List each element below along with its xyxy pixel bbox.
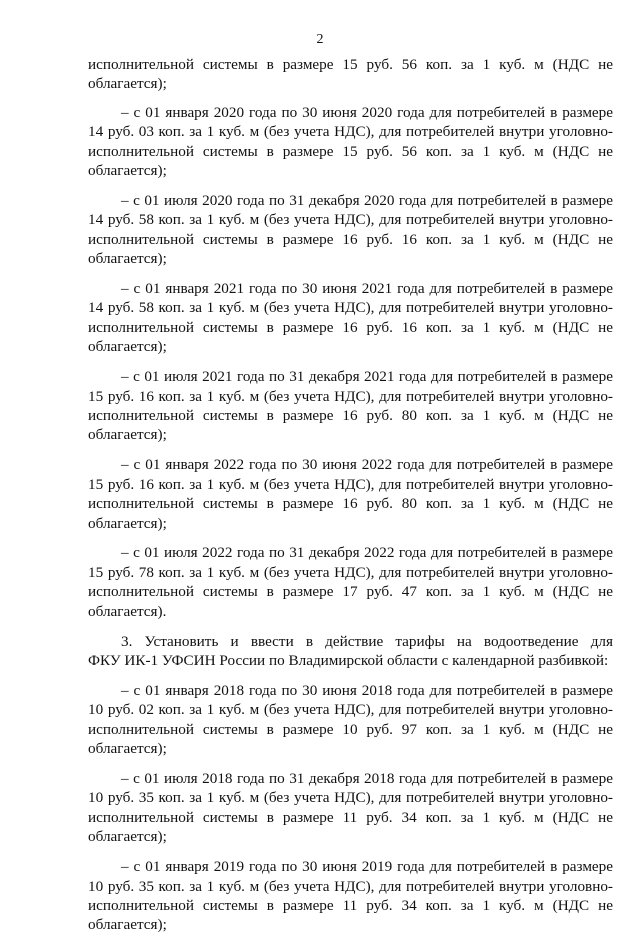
text-line: – с 01 января 2021 года по 30 июня 2021 года для потребителей в размере: [121, 280, 613, 298]
paragraph: [88, 632, 613, 671]
text-line: 10 руб. 35 коп. за 1 куб. м (без учета НДС), для потребителей внутри уголовно-: [88, 877, 613, 895]
text-line: 15 руб. 16 коп. за 1 куб. м (без учета НДС), для потребителей внутри уголовно-: [88, 387, 613, 405]
text-line: – с 01 июля 2022 года по 31 декабря 2022 года для потребителей в размере: [121, 544, 613, 562]
text-line: – с 01 июля 2020 года по 31 декабря 2020 года для потребителей в размере: [121, 191, 613, 209]
text-line: – с 01 января 2020 года по 30 июня 2020 года для потребителей в размере: [121, 103, 613, 121]
text-line: 14 руб. 03 коп. за 1 куб. м (без учета НДС), для потребителей внутри уголовно-: [88, 123, 613, 141]
text-line: исполнительной системы в размере 11 руб. 34 коп. за 1 куб. м (НДС не: [88, 808, 613, 826]
text-line: исполнительной системы в размере 15 руб. 56 коп. за 1 куб. м (НДС не: [88, 142, 613, 160]
text-line: облагается);: [88, 916, 167, 934]
paragraph: [88, 681, 613, 759]
page-number: 2: [316, 32, 324, 47]
text-line: облагается).: [88, 602, 167, 620]
text-line: исполнительной системы в размере 16 руб. 80 коп. за 1 куб. м (НДС не: [88, 495, 613, 513]
text-line: – с 01 января 2019 года по 30 июня 2019 года для потребителей в размере: [121, 858, 613, 876]
text-line: исполнительной системы в размере 17 руб. 47 коп. за 1 куб. м (НДС не: [88, 583, 613, 601]
text-line: – с 01 января 2022 года по 30 июня 2022 года для потребителей в размере: [121, 456, 613, 474]
text-line: 15 руб. 78 коп. за 1 куб. м (без учета НДС), для потребителей внутри уголовно-: [88, 563, 613, 581]
paragraph: [88, 543, 613, 621]
text-line: исполнительной системы в размере 16 руб. 16 коп. за 1 куб. м (НДС не: [88, 318, 613, 336]
text-line: облагается);: [88, 338, 167, 356]
text-line: ФКУ ИК-1 УФСИН России по Владимирской области с календарной разбивкой:: [88, 651, 609, 669]
document-body: [88, 55, 613, 945]
text-line: облагается);: [88, 250, 167, 268]
text-line: облагается);: [88, 514, 167, 532]
text-line: исполнительной системы в размере 11 руб. 34 коп. за 1 куб. м (НДС не: [88, 896, 613, 914]
text-line: – с 01 июля 2021 года по 31 декабря 2021 года для потребителей в размере: [121, 368, 613, 386]
text-line: 14 руб. 58 коп. за 1 куб. м (без учета НДС), для потребителей внутри уголовно-: [88, 299, 613, 317]
paragraph: [88, 455, 613, 533]
text-line: исполнительной системы в размере 16 руб. 16 коп. за 1 куб. м (НДС не: [88, 230, 613, 248]
text-line: облагается);: [88, 162, 167, 180]
text-line: 15 руб. 16 коп. за 1 куб. м (без учета НДС), для потребителей внутри уголовно-: [88, 475, 613, 493]
text-line: исполнительной системы в размере 16 руб. 80 коп. за 1 куб. м (НДС не: [88, 407, 613, 424]
text-line: облагается);: [88, 75, 167, 93]
paragraph: [88, 103, 613, 181]
text-line: исполнительной системы в размере 15 руб. 56 коп. за 1 куб. м (НДС не: [88, 56, 613, 73]
text-line: 3. Установить и ввести в действие тарифы на водоотведение для: [121, 632, 613, 650]
text-line: – с 01 января 2018 года по 30 июня 2018 года для потребителей в размере: [121, 681, 613, 699]
text-line: облагается);: [88, 828, 167, 846]
text-line: облагается);: [88, 426, 167, 444]
paragraph: [88, 279, 613, 357]
text-line: 14 руб. 58 коп. за 1 куб. м (без учета НДС), для потребителей внутри уголовно-: [88, 211, 613, 229]
text-line: – с 01 июля 2018 года по 31 декабря 2018 года для потребителей в размере: [121, 770, 613, 787]
paragraph: [88, 191, 613, 269]
paragraph: [88, 367, 613, 445]
text-line: облагается);: [88, 740, 167, 758]
paragraph: [88, 857, 613, 935]
paragraph: [88, 55, 613, 94]
text-line: 10 руб. 35 коп. за 1 куб. м (без учета НДС), для потребителей внутри уголовно-: [88, 789, 613, 807]
text-line: исполнительной системы в размере 10 руб. 97 коп. за 1 куб. м (НДС не: [88, 720, 613, 738]
paragraph: [88, 769, 613, 847]
text-line: 10 руб. 02 коп. за 1 куб. м (без учета НДС), для потребителей внутри уголовно-: [88, 701, 613, 719]
